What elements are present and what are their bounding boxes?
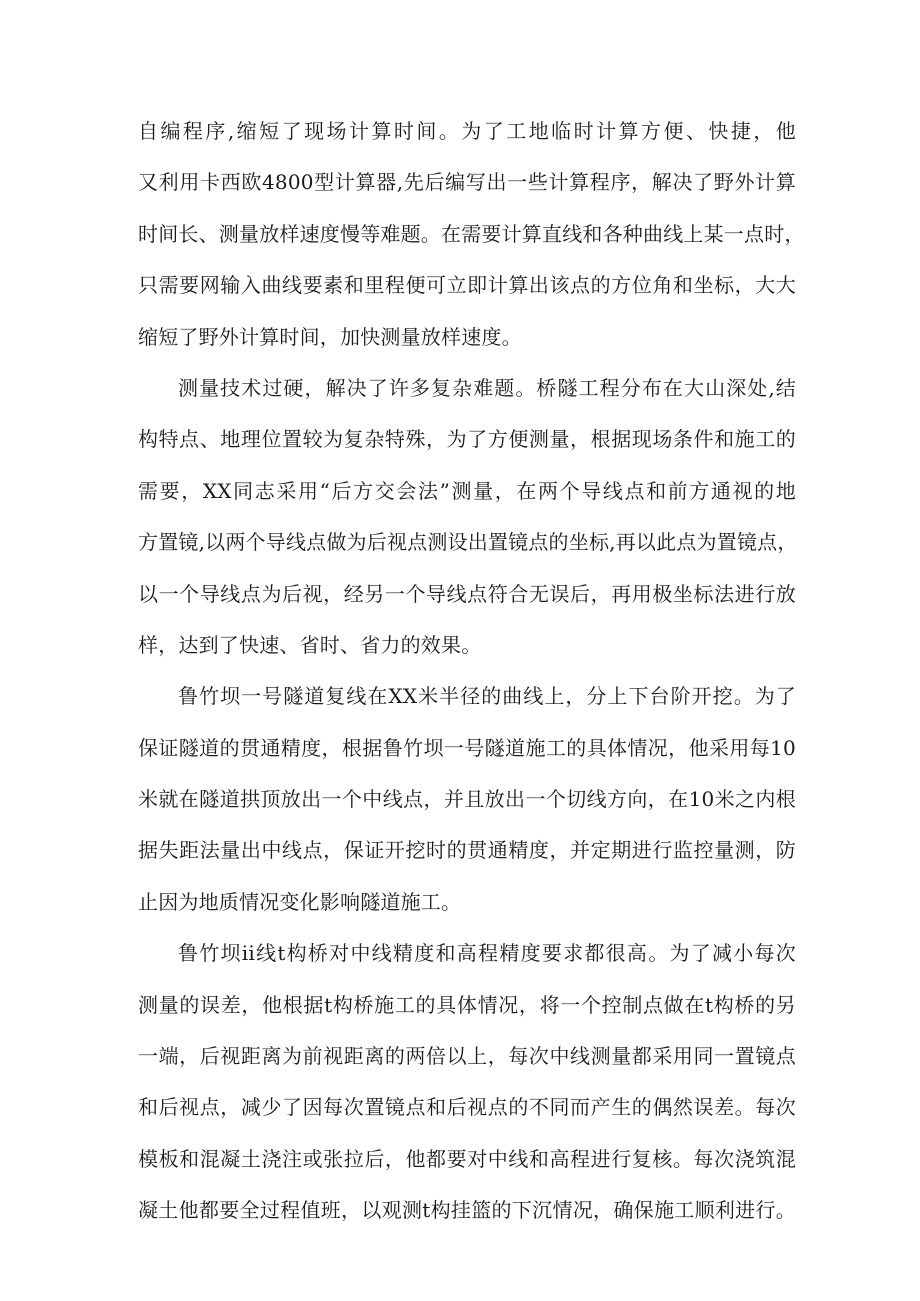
paragraph-line: 自编程序,缩短了现场计算时间。为了工地临时计算方便、快捷，他 (138, 119, 796, 143)
paragraph-line: 需要，XX同志采用“后方交会法”测量，在两个导线点和前方通视的地 (138, 478, 796, 503)
paragraph-line: 一端，后视距离为前视距离的两倍以上，每次中线测量都采用同一置镜点 (138, 1044, 796, 1069)
paragraph-line: 米就在隧道拱顶放出一个中线点，并且放出一个切线方向，在10米之内根 (138, 787, 796, 812)
paragraph-line: 止因为地质情况变化影响隧道施工。 (138, 889, 462, 914)
paragraph-line: 样，达到了快速、省时、省力的效果。 (138, 632, 482, 657)
paragraph-line: 只需要网输入曲线要素和里程便可立即计算出该点的方位角和坐标，大大 (138, 273, 796, 298)
paragraph-line: 凝土他都要全过程值班，以观测t构挂篮的下沉情况，确保施工顺利进行。 (138, 1198, 796, 1223)
paragraph-line: 据失距法量出中线点，保证开挖时的贯通精度，并定期进行监控量测，防 (138, 838, 796, 863)
paragraph-line: 测量的误差，他根据t构桥施工的具体情况，将一个控制点做在t构桥的另 (138, 992, 796, 1017)
paragraph-line: 鲁竹坝一号隧道复线在XX米半径的曲线上，分上下台阶开挖。为了 (178, 684, 796, 709)
paragraph-line: 鲁竹坝ii线t构桥对中线精度和高程精度要求都很高。为了减小每次 (178, 941, 796, 966)
paragraph-line: 模板和混凝土浇注或张拉后，他都要对中线和高程进行复核。每次浇筑混 (138, 1146, 796, 1171)
paragraph-line: 时间长、测量放样速度慢等难题。在需要计算直线和各种曲线上某一点时， (138, 221, 805, 246)
paragraph-4 (138, 928, 796, 1236)
paragraph-line: 测量技术过硬，解决了许多复杂难题。桥隧工程分布在大山深处,结 (178, 375, 796, 400)
paragraph-1 (138, 106, 805, 363)
paragraph-line: 保证隧道的贯通精度，根据鲁竹坝一号隧道施工的具体情况，他采用每10 (138, 735, 796, 760)
paragraph-line: 缩短了野外计算时间，加快测量放样速度。 (138, 324, 522, 349)
paragraph-line: 和后视点，减少了因每次置镜点和后视点的不同而产生的偶然误差。每次 (138, 1095, 796, 1120)
paragraph-line: 又利用卡西欧4800型计算器,先后编写出一些计算程序，解决了野外计算 (138, 170, 796, 195)
paragraph-line: 构特点、地理位置较为复杂特殊，为了方便测量，根据现场条件和施工的 (138, 427, 796, 452)
paragraph-2 (138, 363, 796, 671)
paragraph-line: 以一个导线点为后视，经另一个导线点符合无误后，再用极坐标法进行放 (138, 581, 796, 606)
paragraph-line: 方置镜,以两个导线点做为后视点测设出置镜点的坐标,再以此点为置镜点， (138, 530, 798, 555)
paragraph-3 (138, 671, 796, 928)
document-body (138, 106, 805, 1237)
